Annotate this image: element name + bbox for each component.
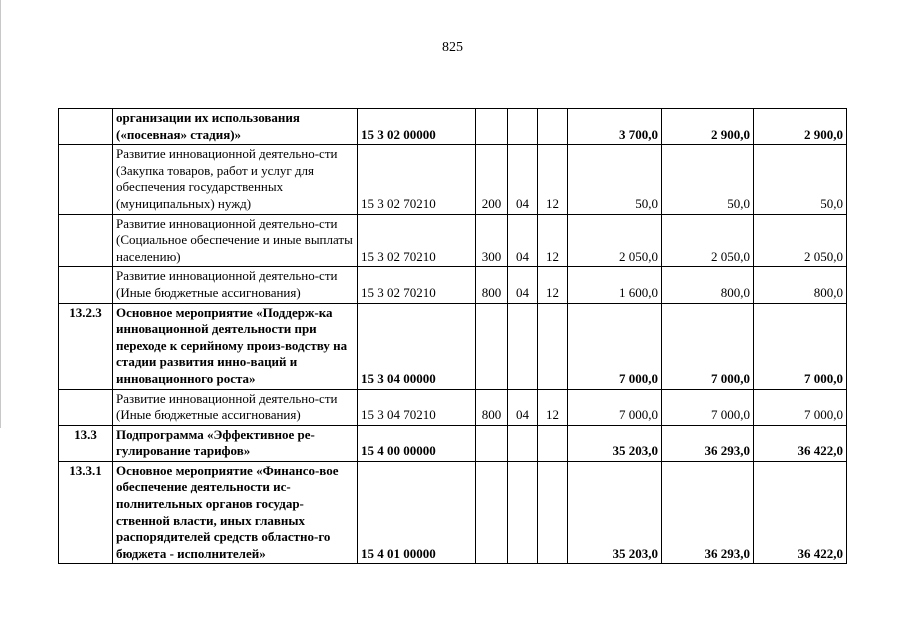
- section-code: 04: [508, 389, 538, 425]
- amount-year-2: 800,0: [662, 267, 754, 303]
- subsection-code: [538, 109, 568, 145]
- table-row: [59, 425, 847, 461]
- row-number: [59, 214, 113, 267]
- table-row: [59, 461, 847, 564]
- row-number: 13.3: [59, 425, 113, 461]
- section-code: 04: [508, 145, 538, 214]
- table-row: [59, 267, 847, 303]
- subsection-code: 12: [538, 214, 568, 267]
- expense-type-code: [476, 425, 508, 461]
- target-article-code: 15 3 02 70210: [358, 267, 476, 303]
- amount-year-3: 2 900,0: [754, 109, 847, 145]
- budget-table: [58, 108, 847, 564]
- table-row: [59, 303, 847, 389]
- amount-year-2: 50,0: [662, 145, 754, 214]
- amount-year-1: 7 000,0: [568, 303, 662, 389]
- amount-year-1: 35 203,0: [568, 425, 662, 461]
- expense-type-code: [476, 303, 508, 389]
- subsection-code: [538, 461, 568, 564]
- subsection-code: 12: [538, 267, 568, 303]
- subsection-code: [538, 425, 568, 461]
- amount-year-1: 7 000,0: [568, 389, 662, 425]
- amount-year-1: 3 700,0: [568, 109, 662, 145]
- row-number: 13.3.1: [59, 461, 113, 564]
- subsection-code: 12: [538, 389, 568, 425]
- amount-year-3: 50,0: [754, 145, 847, 214]
- amount-year-3: 36 422,0: [754, 461, 847, 564]
- row-name: Развитие инновационной деятельно-сти (Социальное обеспечение и иные выплаты населению): [113, 214, 358, 267]
- amount-year-1: 1 600,0: [568, 267, 662, 303]
- amount-year-2: 2 050,0: [662, 214, 754, 267]
- target-article-code: 15 3 02 00000: [358, 109, 476, 145]
- table-row: [59, 109, 847, 145]
- row-name: Основное мероприятие «Финансо-вое обеспечение деятельности ис-полнительных органов государ-ственной власти, иных главных распорядителей средств областно-го бюджета - исполнителей»: [113, 461, 358, 564]
- scan-margin-line: [0, 0, 1, 428]
- expense-type-code: [476, 109, 508, 145]
- amount-year-2: 7 000,0: [662, 389, 754, 425]
- row-name: Развитие инновационной деятельно-сти (Иные бюджетные ассигнования): [113, 267, 358, 303]
- amount-year-3: 7 000,0: [754, 389, 847, 425]
- expense-type-code: 800: [476, 267, 508, 303]
- row-number: [59, 109, 113, 145]
- amount-year-2: 36 293,0: [662, 425, 754, 461]
- row-name: Подпрограмма «Эффективное ре-гулирование тарифов»: [113, 425, 358, 461]
- section-code: [508, 425, 538, 461]
- expense-type-code: 800: [476, 389, 508, 425]
- target-article-code: 15 3 02 70210: [358, 145, 476, 214]
- target-article-code: 15 4 01 00000: [358, 461, 476, 564]
- amount-year-3: 36 422,0: [754, 425, 847, 461]
- table-row: [59, 389, 847, 425]
- amount-year-1: 2 050,0: [568, 214, 662, 267]
- amount-year-2: 2 900,0: [662, 109, 754, 145]
- amount-year-3: 7 000,0: [754, 303, 847, 389]
- expense-type-code: 300: [476, 214, 508, 267]
- row-name: Основное мероприятие «Поддерж-ка инновационной деятельности при переходе к серийному произ-водству на стадии развития инно-ваций и инновационного роста»: [113, 303, 358, 389]
- table-row: [59, 145, 847, 214]
- row-name: Развитие инновационной деятельно-сти (Закупка товаров, работ и услуг для обеспечения государственных (муниципальных) нужд): [113, 145, 358, 214]
- section-code: [508, 303, 538, 389]
- section-code: 04: [508, 214, 538, 267]
- row-number: [59, 389, 113, 425]
- row-number: [59, 145, 113, 214]
- page-number: 825: [442, 40, 463, 55]
- row-number: 13.2.3: [59, 303, 113, 389]
- section-code: [508, 461, 538, 564]
- amount-year-2: 7 000,0: [662, 303, 754, 389]
- row-name: организации их использования («посевная» стадия)»: [113, 109, 358, 145]
- row-name: Развитие инновационной деятельно-сти (Иные бюджетные ассигнования): [113, 389, 358, 425]
- amount-year-2: 36 293,0: [662, 461, 754, 564]
- expense-type-code: [476, 461, 508, 564]
- target-article-code: 15 4 00 00000: [358, 425, 476, 461]
- row-number: [59, 267, 113, 303]
- subsection-code: [538, 303, 568, 389]
- expense-type-code: 200: [476, 145, 508, 214]
- amount-year-3: 2 050,0: [754, 214, 847, 267]
- table-row: [59, 214, 847, 267]
- section-code: 04: [508, 267, 538, 303]
- amount-year-1: 35 203,0: [568, 461, 662, 564]
- amount-year-1: 50,0: [568, 145, 662, 214]
- target-article-code: 15 3 04 00000: [358, 303, 476, 389]
- target-article-code: 15 3 02 70210: [358, 214, 476, 267]
- subsection-code: 12: [538, 145, 568, 214]
- target-article-code: 15 3 04 70210: [358, 389, 476, 425]
- amount-year-3: 800,0: [754, 267, 847, 303]
- section-code: [508, 109, 538, 145]
